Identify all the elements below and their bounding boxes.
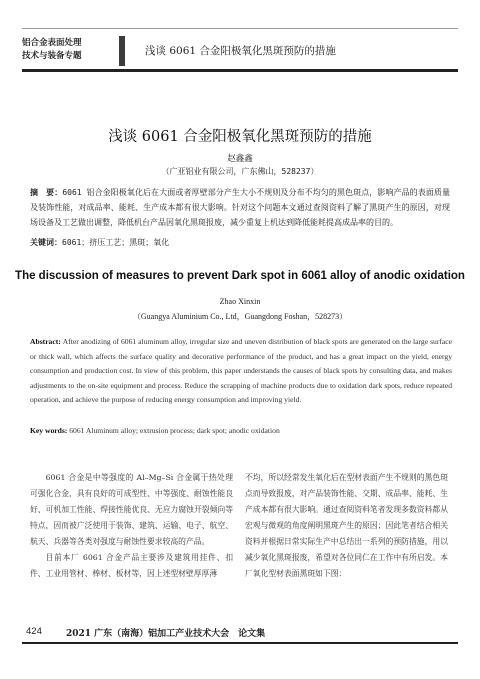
- keywords-chinese: [30, 236, 450, 250]
- body-paragraph: 目前本厂 6061 合金产品主要涉及建筑用挂件、扣件、工业用管材、棒材、板材等，因上述型材壁厚厚薄: [30, 553, 233, 578]
- body-paragraph: 不均，所以经常发生氧化后在型材表面产生不规则的黑色斑点而导致报废，对产品装饰性能、交期、成品率、能耗、生产成本都有很大影响。通过查阅资料笔者发现多数资料都从宏观与微观的角度阐明黑斑产生的原因；因此笔者结合相关资料并根据日常实际生产中总结出一系列的预防措施，用以减少氧化黑斑报废，希望对各位同仁在工作中有所启发。本厂氧化型材表面黑斑如下图：: [245, 473, 448, 578]
- abstract-chinese: [30, 185, 450, 230]
- keywords-chinese-text: 6061；挤压工艺；黑斑；氧化: [62, 238, 170, 247]
- abstract-english: [30, 335, 452, 408]
- body-paragraph: 6061 合金是中等强度的 Al–Mg–Si 合金属于热处理可强化合金，具有良好的可成型性、中等强度、耐蚀性能良好、可机加工性能、焊接性能优良、无应力腐蚀开裂倾向等特点，因而被广泛使用于装饰、建筑、运输、电子、航空、航天、兵器等各类对强度与耐蚀性要求较高的产品。: [30, 473, 233, 546]
- abstract-english-label: Abstract:: [30, 337, 61, 346]
- abstract-chinese-text: 6061 铝合金阳极氧化后在大面或者厚壁部分产生大小不规则及分布不均匀的黑色斑点，影响产品的表面质量及装饰性能，对成品率、能耗、生产成本都有很大影响。针对这个问题本文通过查阅资料了解了黑斑产生的原因，对现场设备及工艺做出调整，降低机台产品因氧化黑斑报废，减少重复上机达到降低能耗提高成品率的目的。: [30, 188, 451, 227]
- page-number: 424: [26, 626, 42, 637]
- body-column-left: [30, 470, 233, 582]
- abstract-english-text: After anodizing of 6061 aluminum alloy, irregular size and uneven distribution of black spots are generated on the large surface or thick wall, which affects the surface quality and decorative performance of the product, and has a great impact on the yield, energy consumption and production cost. In view of this problem, this paper understands the causes of black spots by consulting data, and makes adjustments to the on-site equipment and process. Reduce the scrapping of machine products due to oxidation dark spots, reduce repeated operation, and achieve the purpose of reducing energy consumption and improving yield.: [30, 337, 452, 405]
- author-english: Zhao Xinxin: [219, 297, 261, 306]
- title-chinese: 浅谈 6061 合金阳极氧化黑斑预防的措施: [108, 129, 372, 145]
- proceedings-title: 2021 广东（南海）铝加工产业技术大会 论文集: [66, 629, 266, 639]
- page-header: [22, 28, 458, 72]
- body-column-right: [245, 470, 448, 582]
- footer-rule: [22, 642, 458, 644]
- affiliation-english: （Guangya Aluminium Co., Ltd，Guangdong Foshan，528273）: [132, 312, 348, 321]
- keywords-english-text: 6061 Aluminum alloy; extrusion process; dark spot; anodic oxidation: [69, 426, 280, 435]
- keywords-chinese-label: 关键词：: [30, 238, 62, 247]
- page-footer: [22, 624, 458, 654]
- abstract-chinese-label: 摘 要：: [30, 188, 63, 197]
- keywords-english: [30, 424, 452, 438]
- keywords-english-label: Key words:: [30, 426, 68, 435]
- author-chinese: 赵鑫鑫: [227, 154, 253, 164]
- header-category: 铝合金表面处理 技术与装备专题: [22, 38, 82, 61]
- header-divider-bar: [119, 36, 125, 66]
- title-english: The discussion of measures to prevent Dark spot in 6061 alloy of anodic oxidation: [15, 270, 465, 282]
- header-bottom-rule: [22, 69, 458, 72]
- header-running-title: 浅谈 6061 合金阳极氧化黑斑预防的措施: [145, 45, 336, 57]
- header-top-rule: [22, 28, 458, 29]
- affiliation-chinese: （广亚铝业有限公司，广东佛山，528237）: [161, 167, 319, 176]
